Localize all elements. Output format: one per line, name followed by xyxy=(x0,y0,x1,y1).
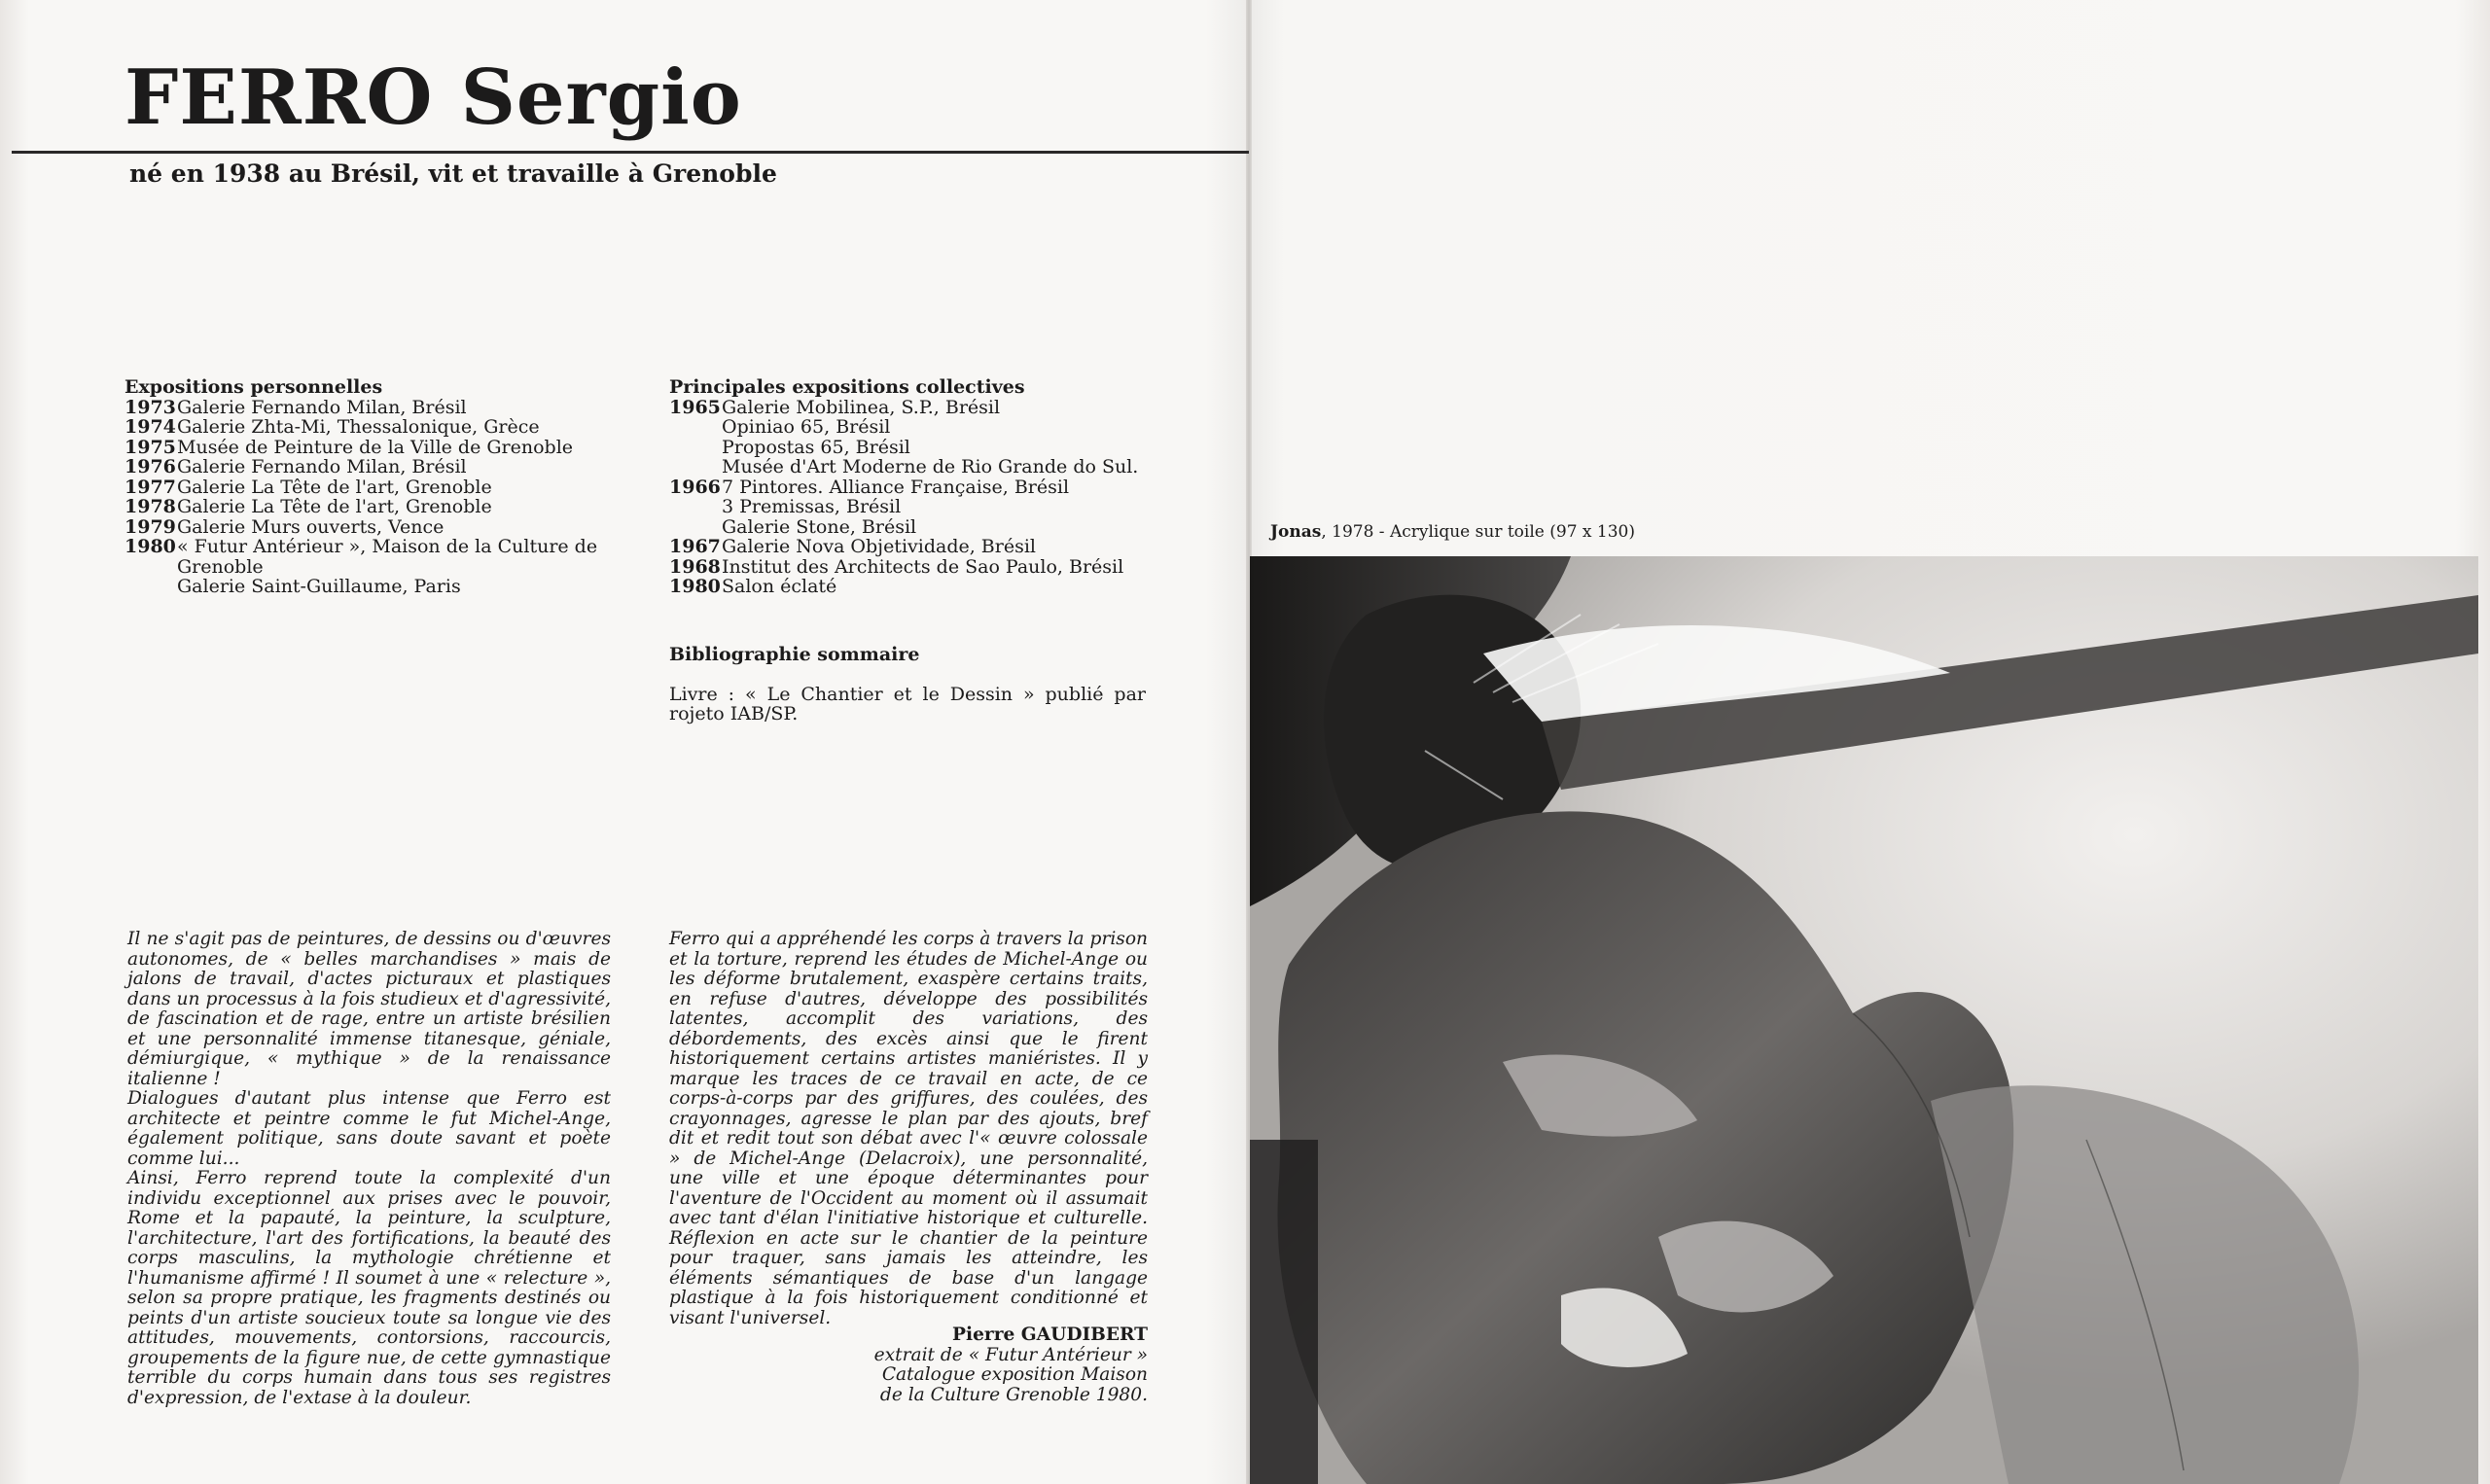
exhibition-entry xyxy=(124,398,616,418)
exhibition-entry xyxy=(124,577,616,597)
exhibition-venue: Galerie Stone, Brésil xyxy=(722,515,917,538)
exhibition-year: 1967 xyxy=(669,536,721,557)
bibliography-text: Livre : « Le Chantier et le Dessin » publié par rojeto IAB/SP. xyxy=(669,683,1146,724)
exhibition-entry xyxy=(124,457,616,477)
exhibition-year xyxy=(669,438,722,458)
exhibition-venue: Galerie La Tête de l'art, Grenoble xyxy=(177,496,492,517)
exhibition-venue: Galerie La Tête de l'art, Grenoble xyxy=(177,476,492,498)
exhibition-year: 1968 xyxy=(669,555,721,578)
exhibition-year: 1965 xyxy=(669,396,721,418)
exhibition-year xyxy=(669,417,722,438)
bibliography xyxy=(669,645,1146,724)
exhibition-entry xyxy=(124,477,616,498)
essay-paragraph: Il ne s'agit pas de peintures, de dessins ou d'œuvres autonomes, de « belles marchandises » mais de jalons de travail, d'actes picturaux et plastiques dans un processus à la fois studieux et d'agressivité, de fascination et de rage, entre un artiste brésilien et une personnalité immense titanesque, géniale, démiurgique, « mythique » de la renaissance italienne ! xyxy=(127,929,611,1089)
exhibition-year: 1980 xyxy=(669,576,721,597)
exhibition-venue: Musée d'Art Moderne de Rio Grande do Sul. xyxy=(722,456,1139,477)
exhibition-entry xyxy=(124,417,616,438)
exhibition-entry xyxy=(124,438,616,458)
exhibition-entry xyxy=(669,398,1165,418)
exhibition-venue: Musée de Peinture de la Ville de Grenoble xyxy=(177,436,574,458)
exhibition-venue: Galerie Murs ouverts, Vence xyxy=(177,515,445,538)
exhibition-year: 1979 xyxy=(124,515,176,538)
essay-author: Pierre GAUDIBERT xyxy=(952,1325,1148,1345)
exhibition-venue: 3 Premissas, Brésil xyxy=(722,496,902,517)
exhibition-entry xyxy=(124,537,616,577)
exhibition-venue: Galerie Saint-Guillaume, Paris xyxy=(177,576,461,597)
exhibition-entry xyxy=(669,417,1165,438)
essay-paragraph: Dialogues d'autant plus intense que Ferro est architecte et peintre comme le fut Michel-Ange, également politique, sans doute savant et poète comme lui... xyxy=(127,1088,611,1169)
exhibition-entry xyxy=(669,537,1165,557)
exhibition-year: 1974 xyxy=(124,416,176,438)
exhibition-year xyxy=(669,497,722,517)
exhibition-entry xyxy=(124,517,616,538)
exhibition-venue: Galerie Mobilinea, S.P., Brésil xyxy=(722,396,1001,418)
collective-exhibitions xyxy=(669,377,1165,597)
exhibition-entry xyxy=(124,497,616,517)
artwork-image xyxy=(1250,556,2478,1484)
essay-column-1 xyxy=(127,930,611,1408)
exhibition-venue: Galerie Fernando Milan, Brésil xyxy=(177,396,467,418)
exhibition-year: 1978 xyxy=(124,496,176,517)
artwork-caption xyxy=(1270,522,1635,542)
exhibition-entry xyxy=(669,517,1165,538)
exhibition-venue: Galerie Zhta-Mi, Thessalonique, Grèce xyxy=(177,416,540,438)
exhibition-venue: Institut des Architects de Sao Paulo, Brésil xyxy=(722,555,1124,578)
essay-source: extrait de « Futur Antérieur » xyxy=(873,1344,1148,1365)
collective-exhibitions-list xyxy=(669,398,1165,597)
essay-column-2 xyxy=(669,930,1148,1328)
essay-signature xyxy=(778,1325,1148,1405)
personal-exhibitions-heading: Expositions personnelles xyxy=(124,376,383,398)
exhibition-year: 1975 xyxy=(124,436,176,458)
exhibition-venue: Propostas 65, Brésil xyxy=(722,436,910,458)
exhibition-venue: 7 Pintores. Alliance Française, Brésil xyxy=(722,476,1070,498)
personal-exhibitions xyxy=(124,377,616,597)
artist-subtitle: né en 1938 au Brésil, vit et travaille à Grenoble xyxy=(129,159,777,188)
exhibition-venue: Galerie Fernando Milan, Brésil xyxy=(177,456,467,477)
bibliography-heading: Bibliographie sommaire xyxy=(669,644,920,665)
title-rule xyxy=(12,151,1249,154)
collective-exhibitions-heading: Principales expositions collectives xyxy=(669,376,1025,398)
exhibition-year: 1977 xyxy=(124,476,176,498)
exhibition-venue: « Futur Antérieur », Maison de la Culture de Grenoble xyxy=(177,536,598,578)
exhibition-year: 1976 xyxy=(124,456,176,477)
exhibition-venue: Opiniao 65, Brésil xyxy=(722,416,891,438)
exhibition-year: 1973 xyxy=(124,396,176,418)
page-title: FERRO Sergio xyxy=(124,53,742,142)
exhibition-year: 1980 xyxy=(124,536,176,557)
personal-exhibitions-list xyxy=(124,398,616,597)
exhibition-entry xyxy=(669,557,1165,578)
exhibition-venue: Galerie Nova Objetividade, Brésil xyxy=(722,536,1036,557)
essay-paragraph: Ainsi, Ferro reprend toute la complexité d'un individu exceptionnel aux prises avec le pouvoir, Rome et la papauté, la peinture, la sculpture, l'architecture, l'art des fortifications, la beauté des corps masculins, la mythologie chrétienne et l'humanisme affirmé ! Il soumet à une « relecture », selon sa propre pratique, les fragments destinés ou peints d'un artiste soucieux toute sa longue vie des attitudes, mouvements, contorsions, raccourcis, groupements de la figure nue, de cette gymnastique terrible du corps humain dans tous ses registres d'expression, de l'extase à la douleur. xyxy=(127,1168,611,1408)
artwork-title: Jonas xyxy=(1270,522,1322,542)
exhibition-venue: Salon éclaté xyxy=(722,576,837,597)
exhibition-entry xyxy=(669,577,1165,597)
exhibition-entry xyxy=(669,477,1165,498)
essay-source: de la Culture Grenoble 1980. xyxy=(879,1384,1148,1405)
essay-source: Catalogue exposition Maison xyxy=(881,1364,1148,1385)
exhibition-year xyxy=(669,457,722,477)
exhibition-entry xyxy=(669,457,1165,477)
exhibition-entry xyxy=(669,497,1165,517)
artwork-caption-details: , 1978 - Acrylique sur toile (97 x 130) xyxy=(1321,522,1635,542)
exhibition-year: 1966 xyxy=(669,476,721,498)
essay-paragraph: Ferro qui a appréhendé les corps à travers la prison et la torture, reprend les études de Michel-Ange ou les déforme brutalement, exaspère certains traits, en refuse d'autres, développe des possibilités latentes, accomplit des variations, des débordements, des excès ainsi que le firent historiquement certains artistes maniéristes. Il y marque les traces de ce travail en acte, de ce corps-à-corps par des griffures, des coulées, des crayonnages, agresse le plan par des ajouts, bref dit et redit tout son débat avec l'« œuvre colossale » de Michel-Ange (Delacroix), une personnalité, une ville et une époque déterminantes pour l'aventure de l'Occident au moment où il assumait avec tant d'élan l'initiative historique et culturelle. Réflexion en acte sur le chantier de la peinture pour traquer, sans jamais les atteindre, les éléments sémantiques de base d'un langage plastique à la fois historiquement conditionné et visant l'universel. xyxy=(669,929,1148,1328)
exhibition-year xyxy=(124,577,177,597)
exhibition-year xyxy=(669,517,722,538)
exhibition-entry xyxy=(669,438,1165,458)
